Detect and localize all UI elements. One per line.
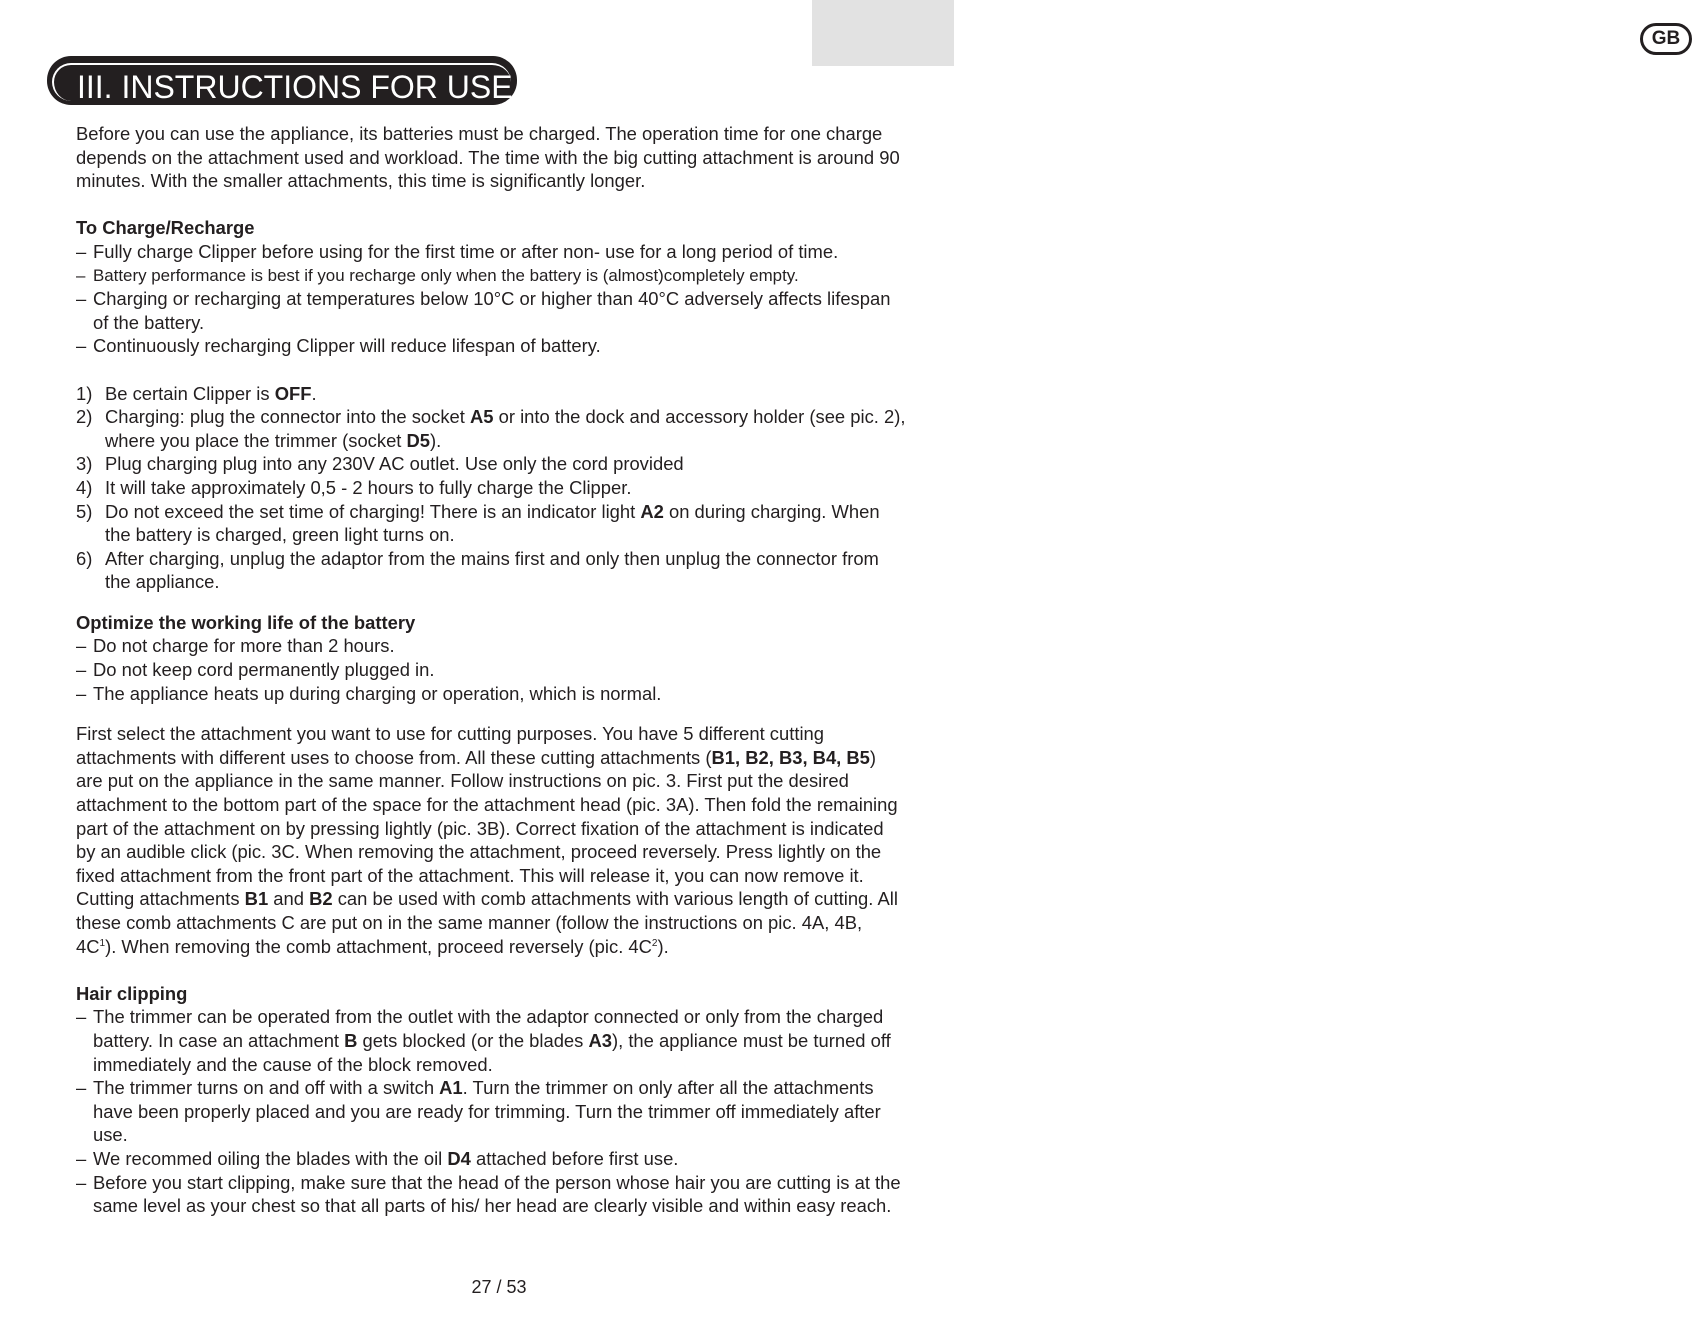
battery-list	[76, 634, 906, 705]
step-5: 5) Do not exceed the set time of charging! There is an indicator light A2 on during charging. When the battery is charged, green light turns on.	[76, 500, 880, 546]
list-item: – Do not keep cord permanently plugged in.	[76, 659, 435, 681]
step-4: 4) It will take approximately 0,5 - 2 hours to fully charge the Clipper.	[76, 476, 632, 498]
list-item: – Charging or recharging at temperatures below 10°C or higher than 40°C adversely affects lifespan of the battery.	[76, 288, 891, 333]
section-title: III. INSTRUCTIONS FOR USE	[77, 69, 513, 105]
charge-list	[76, 240, 906, 358]
clipping-list	[76, 1005, 906, 1217]
list-item: – Battery performance is best if you recharge only when the battery is (almost)completely empty.	[76, 265, 799, 285]
intro-paragraph: Before you can use the appliance, its batteries must be charged. The operation time for one charge depends on the attachment used and workload. The time with the big cutting attachment is around 90 minutes. With the smaller attachments, this time is significantly longer.	[76, 123, 900, 192]
step-3: 3) Plug charging plug into any 230V AC outlet. Use only the cord provided	[76, 453, 684, 475]
list-item: – Before you start clipping, make sure that the head of the person whose hair you are cutting is at the same level as your chest so that all parts of his/ her head are clearly visible and within easy reach.	[76, 1171, 901, 1217]
page-content	[76, 122, 906, 1218]
clipping-heading: Hair clipping	[76, 982, 188, 1004]
section-title-bar	[47, 56, 517, 105]
list-item: – Do not charge for more than 2 hours.	[76, 635, 395, 657]
list-item: – Continuously recharging Clipper will reduce lifespan of battery.	[76, 335, 601, 357]
comb-paragraph: Cutting attachments B1 and B2 can be used with comb attachments with various length of cutting. All these comb attachments C are put on in the same manner (follow the instructions on pic. 4A, 4B, $4C^1$). When removing the comb attachment, proceed reversely (pic. $4C^2$).	[76, 888, 898, 957]
list-item: – The appliance heats up during charging or operation, which is normal.	[76, 682, 662, 704]
attachments-paragraph: First select the attachment you want to use for cutting purposes. You have 5 different cutting attachments with different uses to choose from. All these cutting attachments (B1, B2, B3, B4, B5) are put on the appliance in the same manner. Follow instructions on pic. 3. First put the desired attachment to the bottom part of the space for the attachment head (pic. 3A). Then fold the remaining part of the attachment on by pressing lightly (pic. 3B). Correct fixation of the attachment is indicated by an audible click (pic. 3C. When removing the attachment, proceed reversely. Press lightly on the fixed attachment from the front part of the attachment. This will release it, you can now remove it.	[76, 723, 898, 886]
step-6: 6) After charging, unplug the adaptor from the mains first and only then unplug the connector from the appliance.	[76, 547, 879, 593]
page-number: 27 / 53	[471, 1277, 527, 1297]
charging-steps	[76, 382, 906, 594]
step-2: 2) Charging: plug the connector into the socket A5 or into the dock and accessory holder (see pic. 2), where you place the trimmer (socket D5).	[76, 406, 906, 451]
list-item: – We recommed oiling the blades with the oil D4 attached before first use.	[76, 1147, 679, 1169]
list-item: – Fully charge Clipper before using for the first time or after non- use for a long period of time.	[76, 240, 839, 262]
list-item: – The trimmer turns on and off with a switch A1. Turn the trimmer on only after all the attachments have been properly placed and you are ready for trimming. Turn the trimmer off immediately after use.	[76, 1077, 881, 1146]
step-1: 1) Be certain Clipper is OFF.	[76, 382, 317, 404]
charge-heading: To Charge/Recharge	[76, 217, 255, 239]
battery-heading: Optimize the working life of the battery	[76, 611, 416, 633]
language-badge: GB	[1640, 23, 1692, 55]
language-tab	[812, 0, 1681, 66]
list-item: – The trimmer can be operated from the outlet with the adaptor connected or only from the charged battery. In case an attachment B gets blocked (or the blades A3), the appliance must be turned off immediately and the cause of the block removed.	[76, 1006, 891, 1075]
